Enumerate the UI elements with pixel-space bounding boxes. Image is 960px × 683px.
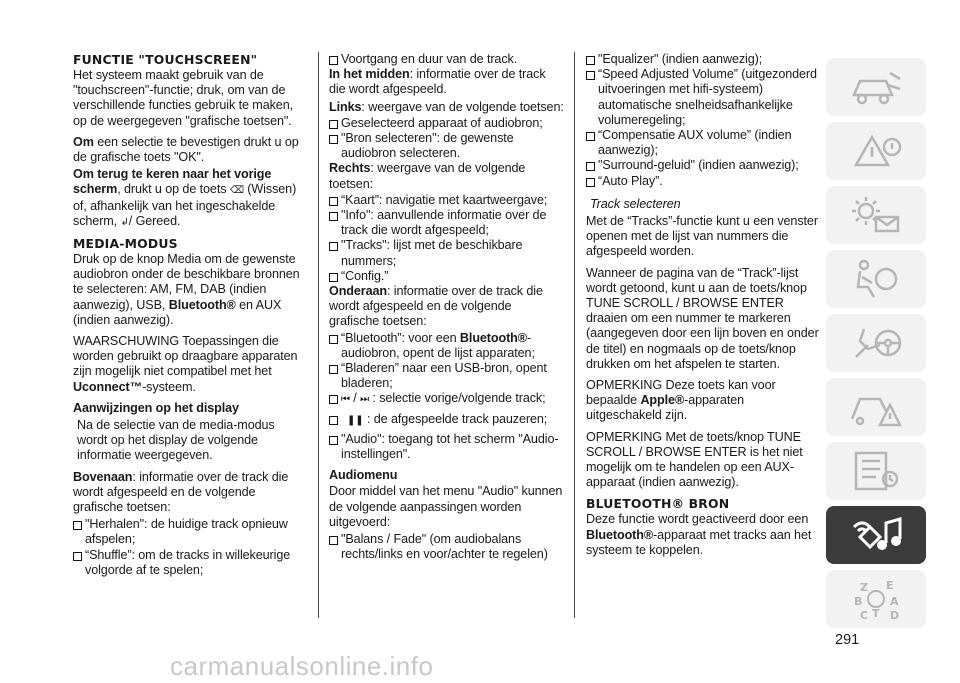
list-item: “Bladeren” naar een USB-bron, opent bladeren; (329, 361, 565, 391)
text: -audiobron, opent de lijst apparaten; (341, 330, 535, 360)
subheading-track: Track selecteren (590, 196, 681, 211)
paragraph: Het systeem maakt gebruik van de "touchscreen"-functie; druk, om van de verschillende functies gebruik te maken, op de weergegeven "grafische toetsen". (73, 68, 294, 128)
paragraph (586, 378, 820, 424)
list-item: “Speed Adjusted Volume” (uitgezonderd uitvoeringen met hifi-systeem) automatische snelheidsafhankelijke volumeregeling; (586, 67, 820, 128)
tab-emergency[interactable] (826, 378, 926, 436)
text: WAARSCHUWING Toepassingen die worden gebruikt op draagbare apparaten zijn mogelijk niet compatibel met het (73, 334, 298, 379)
index-letter: A (890, 595, 899, 608)
list-item (329, 391, 565, 407)
car-dashboard-icon (846, 65, 906, 109)
list-item: "Bron selecteren": de gewenste audiobron selecteren. (329, 131, 565, 161)
label: Om terug te keren naar het vorige scherm (73, 167, 272, 197)
paragraph: Wanneer de pagina van de “Track”-lijst wordt getoond, kunt u aan de toets/knop TUNE SCROLL / BROWSE ENTER draaien om een nummer te markeren (aangegeven door een lijn boven en onder de titel) en nogmaals op de toets/knop drukken om het afspelen te starten. (586, 265, 819, 371)
index-letter: T (872, 607, 880, 620)
paragraph (329, 284, 565, 330)
list-item: "Audio": toegang tot het scherm "Audio-instellingen". (329, 432, 565, 462)
text: : selectie vorige/volgende track; (369, 391, 546, 406)
tab-service[interactable] (826, 186, 926, 244)
text: Druk op de knop Media om de gewenste audiobron onder de beschikbare bronnen te selecteren: AM, FM, DAB (indien aanwezig), USB, (73, 252, 300, 312)
tab-safety[interactable] (826, 250, 926, 308)
heading-media: MEDIA-MODUS (73, 236, 178, 252)
watermark: carmanualsonline.info (170, 651, 434, 681)
list-item (329, 412, 565, 428)
pause-icon: ❚❚ (347, 414, 364, 426)
multimedia-icon (846, 513, 906, 557)
label: Bovenaan (73, 469, 133, 484)
subheading-audiomenu: Audiomenu (329, 468, 398, 483)
heading-touchscreen: FUNCTIE "TOUCHSCREEN" (73, 52, 258, 67)
text: : weergave van de volgende toetsen: (329, 161, 526, 191)
paragraph (73, 470, 308, 516)
text: OPMERKING Deze toets kan voor bepaalde (586, 378, 776, 408)
label: Om (73, 134, 94, 149)
text: en AUX (indien aanwezig). (73, 297, 282, 327)
index-letter: C (860, 609, 869, 621)
list-item: “Kaart”: navigatie met kaartweergave; (329, 193, 565, 208)
text: Deze functie wordt geactiveerd door een (586, 512, 809, 527)
paragraph (73, 135, 308, 165)
column-1 (73, 52, 308, 578)
text: -systeem. (142, 379, 196, 394)
label: Onderaan (329, 284, 387, 299)
paragraph (73, 334, 308, 395)
paragraph (73, 252, 308, 328)
list-item: "Balans / Fade" (om audiobalans rechts/links en voor/achter te regelen) (329, 532, 565, 562)
text: Uconnect™ (73, 379, 143, 394)
paragraph: Na de selectie van de media-modus wordt op het display de volgende informatie weergegeven. (77, 418, 275, 463)
label: Links (329, 99, 362, 114)
text: Bluetooth® (168, 297, 236, 312)
list-item: "Equalizer" (indien aanwezig); (586, 52, 820, 67)
text: : weergave van de volgende toetsen: (361, 99, 564, 114)
previous-track-icon: ⏮ (341, 394, 350, 406)
next-track-icon: ⏭ (360, 394, 370, 406)
text: “Bluetooth”: voor een (341, 330, 460, 345)
list-item: Geselecteerd apparaat of audiobron; (329, 116, 565, 131)
list-item: "Surround-geluid" (indien aanwezig); (586, 158, 820, 173)
list-item: "Tracks": lijst met de beschikbare nummers; (329, 238, 565, 268)
tab-driving[interactable] (826, 314, 926, 372)
delete-icon: ⌫ (229, 185, 244, 197)
subheading-display: Aanwijzingen op het display (73, 400, 239, 415)
text: een selectie te bevestigen drukt u op de grafische toets "OK". (73, 134, 299, 165)
text: Apple® (640, 393, 685, 408)
return-arrow-icon: ↲ (120, 216, 129, 228)
paragraph (586, 512, 820, 558)
service-light-icon (846, 193, 906, 237)
text: : informatie over de track die wordt afgespeeld en de volgende grafische toetsen: (73, 469, 289, 515)
list-item: “Compensatie AUX volume” (indien aanwezig); (586, 128, 820, 158)
heading-bluetooth: BLUETOOTH® BRON (586, 496, 730, 512)
steering-tools-icon (846, 321, 906, 365)
label: Rechts (329, 161, 371, 176)
list-item: Voortgang en duur van de track. (329, 52, 565, 67)
paragraph (73, 167, 308, 230)
text: / (349, 391, 361, 406)
tab-multimedia[interactable] (826, 506, 926, 564)
column-3 (586, 52, 820, 564)
paragraph (329, 100, 565, 115)
text: -apparaten uitgeschakeld zijn. (586, 393, 745, 423)
text: (Wissen) of, afhankelijk van het ingeschakelde scherm, (73, 182, 297, 228)
text: , drukt u op de toets (117, 182, 230, 197)
index-letter: B (854, 595, 863, 608)
label: In het midden (329, 67, 410, 82)
text: : de afgespeelde track pauzeren; (363, 411, 548, 426)
text: Bluetooth® (459, 330, 527, 345)
specs-list-icon (846, 449, 906, 493)
paragraph (329, 161, 565, 191)
paragraph: Door middel van het menu "Audio" kunnen de volgende aanpassingen worden uitgevoerd: (329, 484, 563, 529)
list-item: “Shuffle”: om de tracks in willekeurige volgorde af te spelen; (73, 548, 308, 578)
column-divider (574, 52, 575, 618)
paragraph: Met de “Tracks”-functie kunt u een venster openen met de lijst van nummers die afgespeeld worden. (586, 214, 818, 259)
chapter-tabs (826, 58, 926, 634)
page-number: 291 (835, 632, 860, 648)
airbag-icon (846, 257, 906, 301)
alphabet-index-icon (846, 577, 906, 621)
tab-dashboard[interactable] (826, 58, 926, 116)
warning-lights-icon (846, 129, 906, 173)
index-letter: D (890, 609, 900, 621)
paragraph: OPMERKING Met de toets/knop TUNE SCROLL / BROWSE ENTER is het niet mogelijk om te handelen op een AUX-apparaat (indien aanwezig). (586, 429, 803, 490)
text: -apparaat met tracks aan het systeem te koppelen. (586, 527, 812, 557)
tab-warning-lights[interactable] (826, 122, 926, 180)
text: : informatie over de track die wordt afgespeeld. (329, 67, 546, 97)
paragraph (329, 67, 565, 97)
column-divider (318, 52, 319, 618)
list-item: "Info": aanvullende informatie over de track die wordt afgespeeld; (329, 208, 565, 238)
text: Bluetooth® (586, 527, 654, 542)
column-2 (329, 52, 565, 563)
index-letter: Z (860, 581, 868, 594)
list-item (329, 331, 565, 361)
text: : informatie over de track die wordt afgespeeld en de volgende grafische toetsen: (329, 284, 543, 329)
index-letter: E (886, 579, 894, 592)
car-breakdown-icon (846, 385, 906, 429)
list-item: “Config.” (329, 269, 565, 284)
text: / Gereed. (128, 213, 181, 228)
list-item: “Auto Play”. (586, 174, 820, 189)
tab-index[interactable] (826, 570, 926, 628)
tab-specs[interactable] (826, 442, 926, 500)
list-item: "Herhalen": de huidige track opnieuw afspelen; (73, 517, 308, 547)
